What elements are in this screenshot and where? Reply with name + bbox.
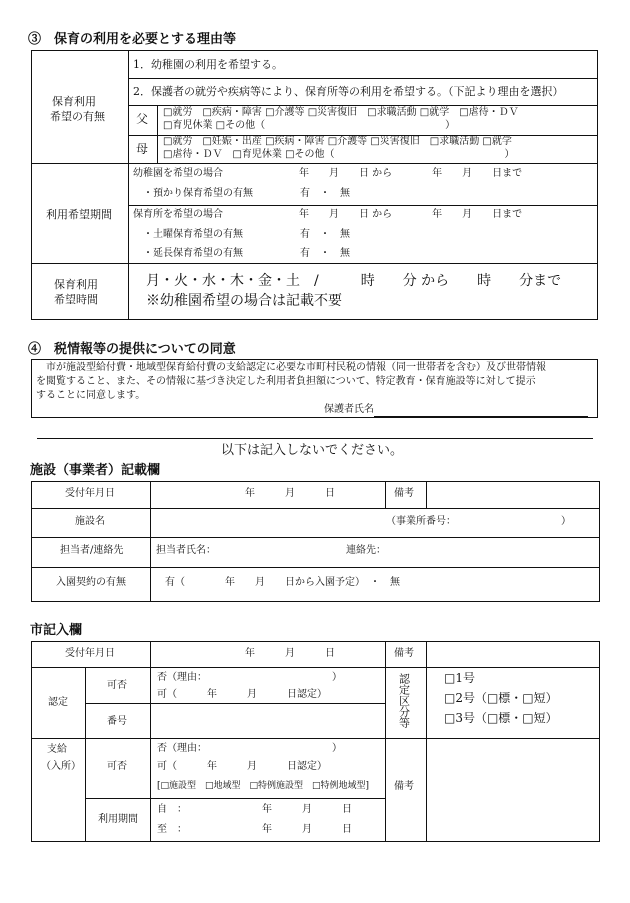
cert-no-reason[interactable]: 否（理由： ） [157,672,342,683]
facility-title: 施設（事業者）記載欄 [30,463,161,478]
facility-received-date[interactable]: 年 月 日 [245,488,335,499]
facility-received-label: 受付年月日 [65,488,115,499]
usage-to[interactable]: 至 ： 年 月 日 [157,824,352,835]
facility-remarks-label: 備考 [394,488,414,499]
facility-staff-name[interactable]: 担当者氏名： [156,545,216,556]
saturday-label: ・土曜保育希望の有無 [143,229,243,240]
father-reasons-1[interactable]: □就労 □疾病・障害 □介護等 □災害復旧 □求職活動 □就学 □虐待・ＤＶ [163,107,519,118]
facility-contact[interactable]: 連絡先： [346,545,386,556]
pay-no-reason[interactable]: 否（理由： ） [157,743,342,754]
mother-reasons-2[interactable]: □虐待・ＤＶ □育児休業 □その他（ ） [163,149,515,160]
option-nursery[interactable]: 2．保護者の就労や疾病等により、保育所等の利用を希望する。（下記より理由を選択） [133,85,564,98]
option-kindergarten[interactable]: 1．幼稚園の利用を希望する。 [133,58,283,71]
time-note: ※幼稚園希望の場合は記載不要 [146,293,342,309]
class-3[interactable]: □3号（□標・□短） [444,711,558,725]
facility-office-number[interactable]: （事業所番号： ） [386,516,571,527]
cert-yes-date[interactable]: 可（ 年 月 日認定） [157,689,327,700]
city-remarks2-label: 備考 [394,781,414,792]
nursery-dates[interactable]: 年 月 日 から 年 月 日まで [299,209,523,220]
cert-label: 認定 [48,697,68,708]
father-reasons-2[interactable]: □育児休業 □その他（ ） [163,120,456,131]
consent-line-2: を閲覧すること、また、その情報に基づき決定した利用者負担額について、特定教育・保育施設等に対して提示 [36,376,536,387]
city-received-date[interactable]: 年 月 日 [245,648,335,659]
section4-title: ④ 税情報等の提供についての同意 [28,342,236,357]
divider [37,438,593,439]
extended-options[interactable]: 有 ・ 無 [300,248,350,259]
need-label-1: 保育利用 [52,95,96,108]
facility-contract-value[interactable]: 有（ 年 月 日から入園予定） ・ 無 [165,577,400,588]
guardian-signature-line[interactable] [374,416,588,417]
azukari-label: ・預かり保育希望の有無 [143,188,253,199]
pay-label-2: （入所） [41,761,81,772]
facility-contract-label: 入園契約の有無 [56,577,126,588]
saturday-options[interactable]: 有 ・ 無 [300,229,350,240]
guardian-name-label: 保護者氏名 [324,404,374,415]
consent-line-3: することに同意します。 [36,390,146,401]
facility-contact-label: 担当者/連絡先 [60,545,124,556]
mother-label: 母 [136,142,149,156]
time-line[interactable]: 月・火・水・木・金・土 / 時 分 から 時 分まで [146,273,562,289]
usage-from[interactable]: 自 ： 年 月 日 [157,804,352,815]
city-received-label: 受付年月日 [65,648,115,659]
time-label-2: 希望時間 [54,293,98,306]
nursery-label: 保育所を希望の場合 [133,209,223,220]
consent-line-1: 市が施設型給付費・地域型保育給付費の支給認定に必要な市町村民税の情報（同一世帯者を含む）及び世帯情報 [46,362,546,373]
time-label-1: 保育利用 [54,278,98,291]
period-label: 利用希望期間 [46,208,112,221]
cert-number-label: 番号 [107,716,127,727]
azukari-options[interactable]: 有 ・ 無 [300,188,350,199]
city-title: 市記入欄 [30,623,83,638]
notice-text: 以下は記入しないでください。 [221,443,404,458]
mother-reasons-1[interactable]: □就労 □妊娠・出産 □疾病・障害 □介護等 □災害復旧 □求職活動 □就学 [163,136,512,147]
pay-yesno-label: 可否 [107,761,127,772]
class-1[interactable]: □1号 [444,671,475,685]
facility-name-label: 施設名 [75,516,105,527]
section3-title: ③ 保育の利用を必要とする理由等 [28,32,237,47]
need-label-2: 希望の有無 [50,110,105,123]
class-2[interactable]: □2号（□標・□短） [444,691,558,705]
pay-label-1: 支給 [47,744,67,755]
extended-label: ・延長保育希望の有無 [143,248,243,259]
class-label: 認定区分等 [397,673,411,728]
pay-yes-date[interactable]: 可（ 年 月 日認定） [157,761,327,772]
father-label: 父 [136,112,149,126]
kinder-label: 幼稚園を希望の場合 [133,168,223,179]
cert-yesno-label: 可否 [107,680,127,691]
pay-types[interactable]: [□施設型 □地域型 □特例施設型 □特例地域型] [157,781,370,791]
city-remarks-label: 備考 [394,648,414,659]
kinder-dates[interactable]: 年 月 日 から 年 月 日まで [299,168,523,179]
usage-period-label: 利用期間 [98,814,138,825]
